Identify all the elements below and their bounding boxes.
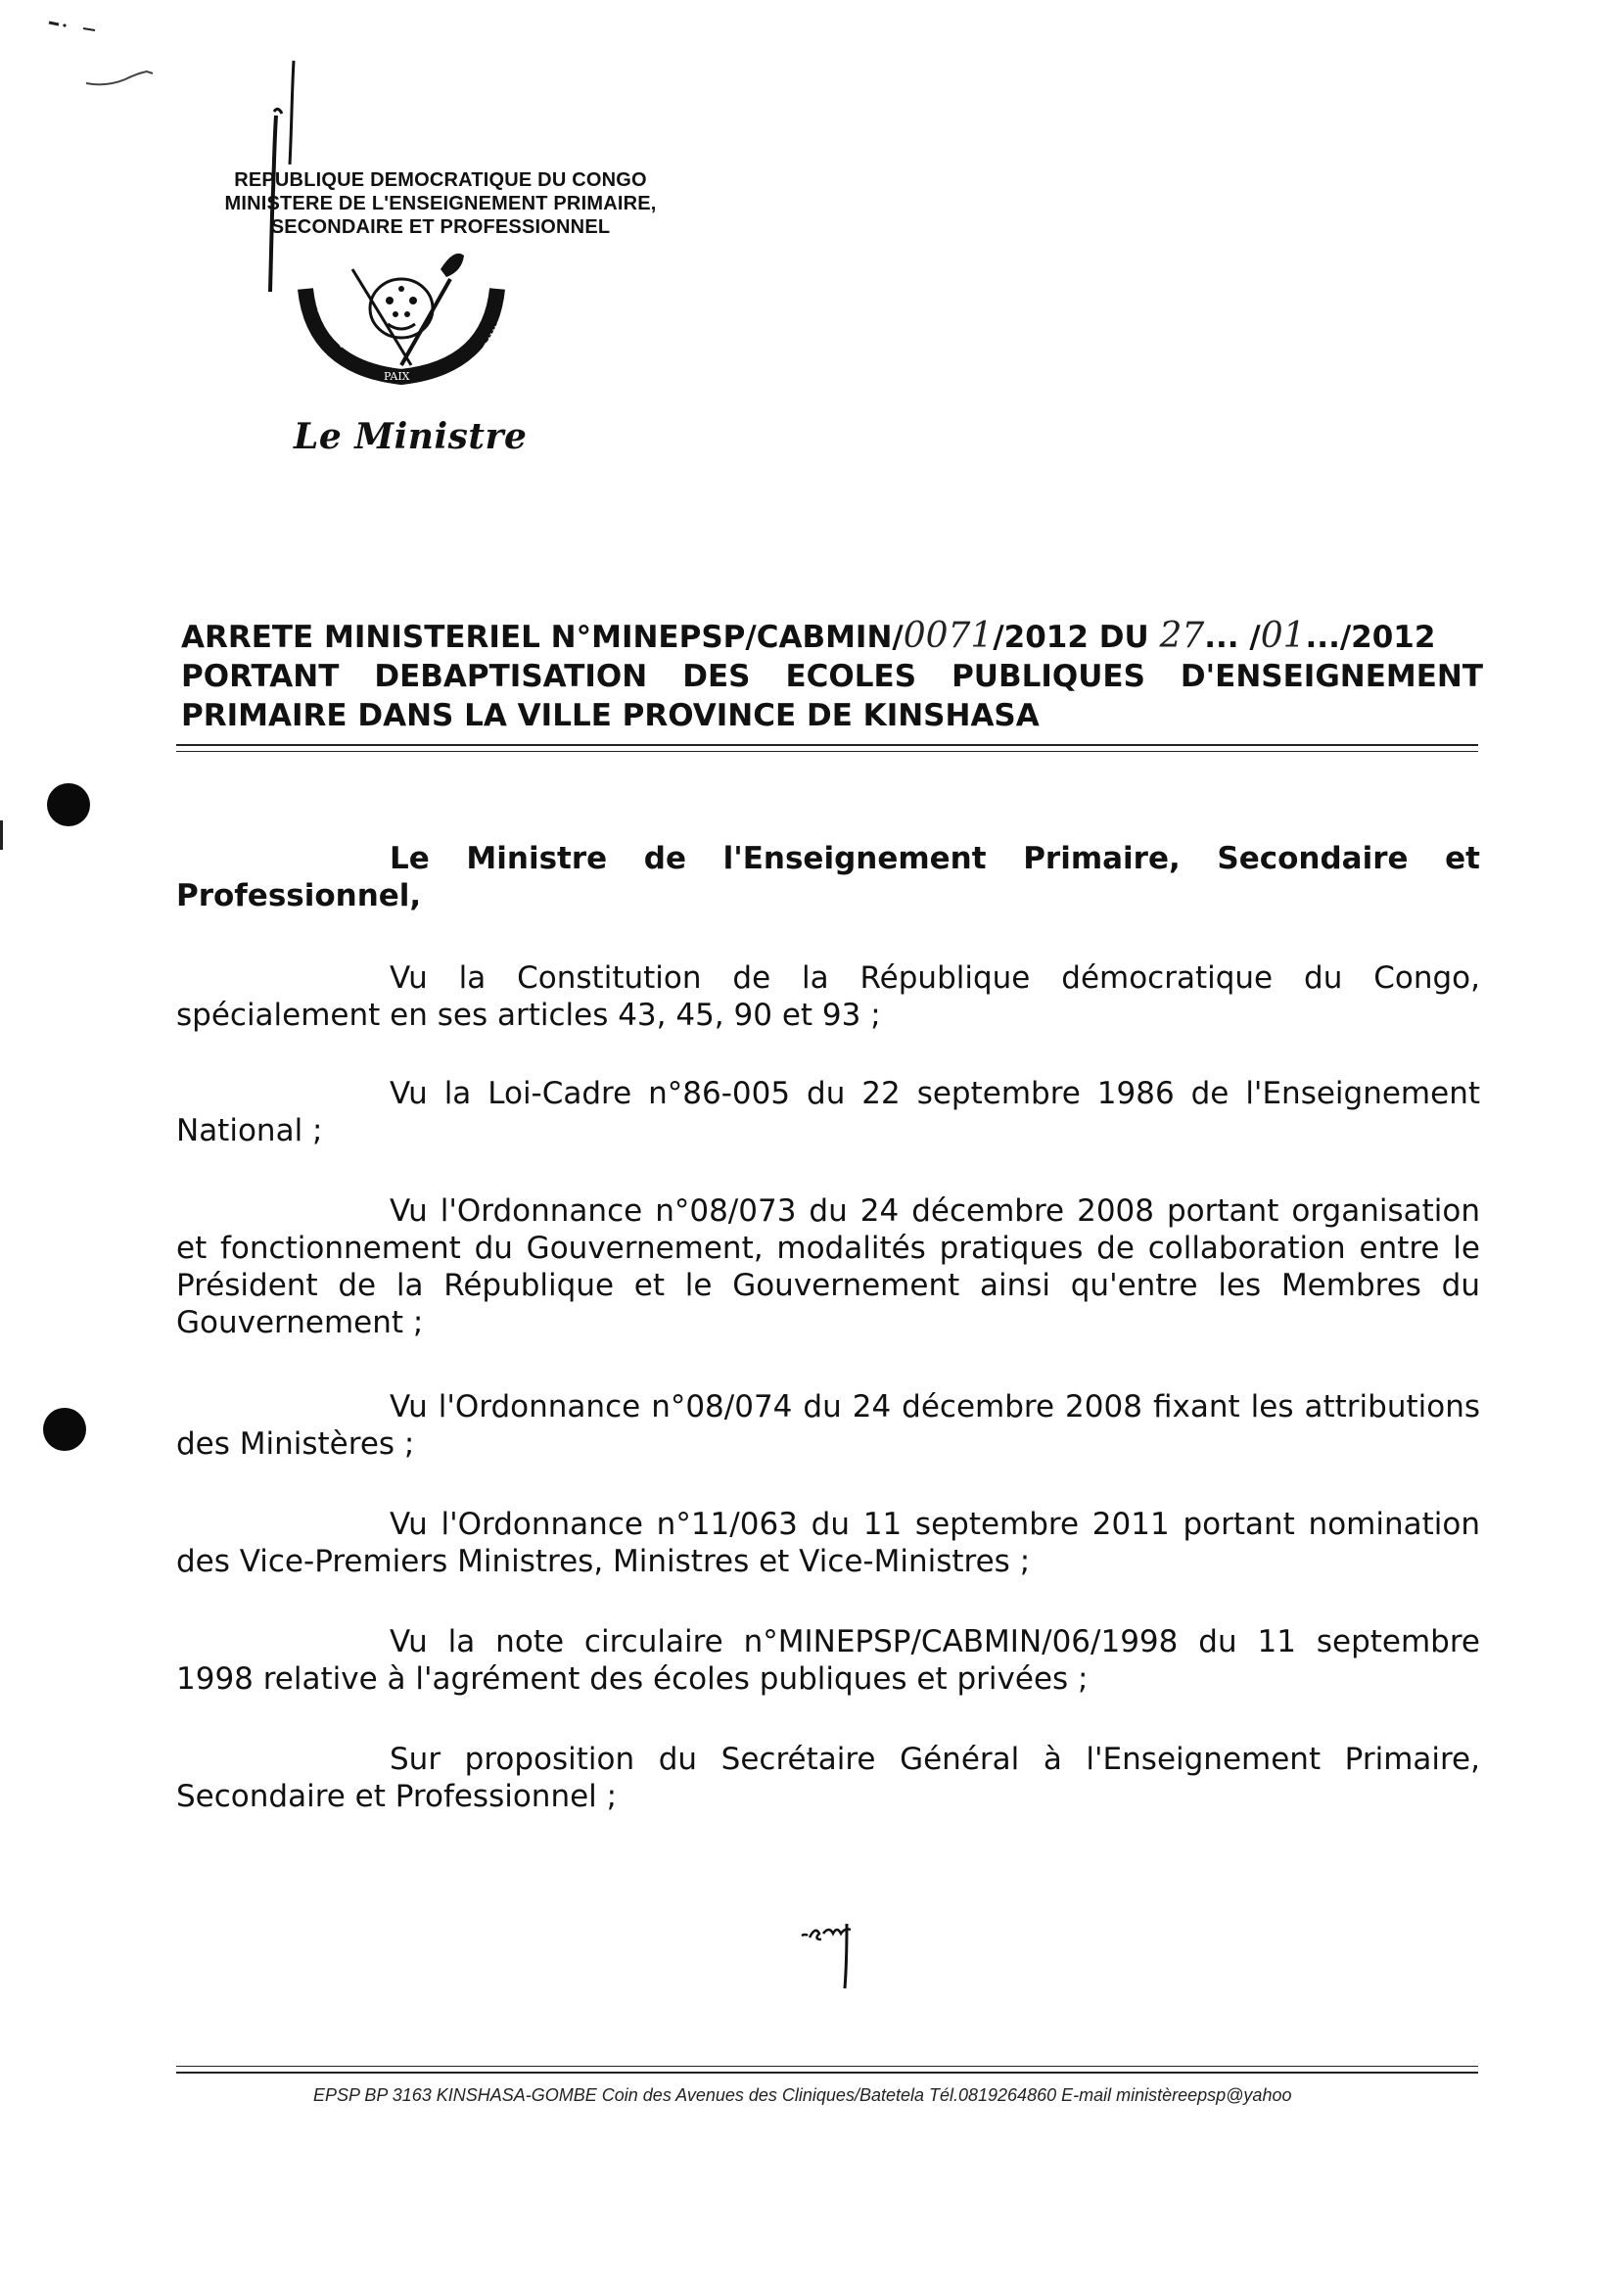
visa-paragraph: Vu la note circulaire n°MINEPSP/CABMIN/06/1998 du 11 septembre 1998 relative à l'agrément des écoles publiques et privées ;	[176, 1624, 1480, 1697]
coat-of-arms-emblem	[294, 250, 519, 397]
visa-constitution	[176, 959, 1480, 1034]
punch-hole-middle	[43, 1408, 86, 1451]
margin-tick	[0, 820, 3, 850]
letterhead	[166, 168, 715, 239]
visa-ordonnance-063	[176, 1506, 1480, 1580]
emblem-motto-bottom: PAIX	[384, 370, 410, 383]
letterhead-ministry: MINISTERE DE L'ENSEIGNEMENT PRIMAIRE,	[224, 193, 657, 214]
visa-ordonnance-074	[176, 1388, 1480, 1463]
signature-title: Le Ministre	[294, 416, 528, 457]
minister-heading: Le Ministre de l'Enseignement Primaire, Secondaire et Professionnel,	[176, 841, 1480, 913]
decree-subject-line1: PORTANT DEBAPTISATION DES ECOLES PUBLIQUES D'ENSEIGNEMENT	[181, 659, 1483, 694]
visa-note-circulaire	[176, 1623, 1480, 1698]
letterhead-republic: REPUBLIQUE DEMOCRATIQUE DU CONGO	[234, 169, 647, 191]
handwritten-month: 01	[1260, 616, 1306, 656]
punch-hole-top	[47, 783, 90, 826]
visa-paragraph: Vu l'Ordonnance n°11/063 du 11 septembre 2011 portant nomination des Vice-Premiers Ministres, Ministres et Vice-Ministres ;	[176, 1507, 1480, 1579]
scan-mark-top-left	[39, 15, 176, 93]
visa-paragraph: Vu l'Ordonnance n°08/073 du 24 décembre 2008 portant organisation et fonctionnement du Gouvernement, modalités pratiques de collaboration entre le Président de la République et le Gouvernement ainsi qu'entre les Membres du Gouvernement ;	[176, 1193, 1480, 1340]
decree-title	[181, 617, 1483, 735]
decree-number-line: ARRETE MINISTERIEL N°MINEPSP/CABMIN/0071/2012 DU 27... /01.../2012	[181, 616, 1436, 656]
visa-proposition	[176, 1741, 1480, 1815]
visa-ordonnance-073	[176, 1192, 1480, 1341]
handwritten-initials	[798, 1914, 896, 1992]
visa-loi-cadre	[176, 1075, 1480, 1149]
emblem-motto-right: TRAVAIL	[479, 313, 511, 358]
visa-paragraph: Vu l'Ordonnance n°08/074 du 24 décembre 2008 fixant les attributions des Ministères ;	[176, 1389, 1480, 1462]
footer-rule-thin	[176, 2066, 1478, 2067]
visa-paragraph: Vu la Constitution de la République démocratique du Congo, spécialement en ses articles 43, 45, 90 et 93 ;	[176, 960, 1480, 1033]
visa-paragraph: Vu la Loi-Cadre n°86-005 du 22 septembre 1986 de l'Enseignement National ;	[176, 1076, 1480, 1148]
footer-rule	[176, 2072, 1478, 2074]
handwritten-day: 27	[1159, 616, 1205, 656]
handwritten-decree-number: 0071	[903, 616, 994, 656]
visa-paragraph: Sur proposition du Secrétaire Général à l'Enseignement Primaire, Secondaire et Professionnel ;	[176, 1742, 1480, 1814]
preamble-minister	[176, 840, 1480, 914]
footer-address: EPSP BP 3163 KINSHASA-GOMBE Coin des Avenues des Cliniques/Batetela Tél.0819264860 E-mail ministèreepsp@yahoo	[313, 2085, 1292, 2105]
emblem-motto-left: JUSTICE	[316, 305, 348, 350]
decree-subject-line2: PRIMAIRE DANS LA VILLE PROVINCE DE KINSHASA	[181, 698, 1040, 733]
title-rule	[176, 744, 1478, 746]
title-rule-thin	[176, 751, 1478, 752]
letterhead-ministry-cont: SECONDAIRE ET PROFESSIONNEL	[270, 216, 611, 238]
